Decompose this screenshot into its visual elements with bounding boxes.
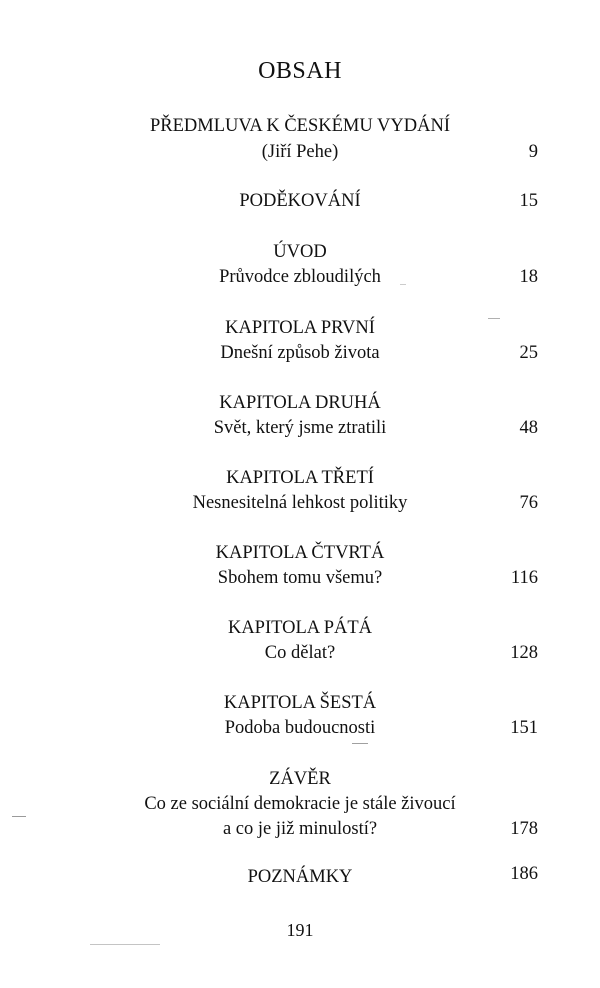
toc-page-foreword: 9 [528,142,538,162]
scan-speck [488,318,500,319]
toc-page-chapter-6: 151 [510,718,538,738]
scan-speck [90,944,160,945]
toc-heading-acknowledgements: PODĚKOVÁNÍ [239,191,361,211]
toc-subtitle-chapter-4: Sbohem tomu všemu? [217,568,383,588]
toc-heading-chapter-6: KAPITOLA ŠESTÁ [223,693,377,713]
toc-page-chapter-3: 76 [519,493,538,513]
toc-heading-chapter-5: KAPITOLA PÁTÁ [227,618,373,638]
toc-subtitle-chapter-5: Co dělat? [264,643,336,663]
toc-heading-introduction: ÚVOD [273,242,327,262]
toc-subtitle-chapter-2: Svět, který jsme ztratili [213,418,387,438]
scan-speck [12,816,26,817]
toc-subtitle-conclusion-2: a co je již minulostí? [222,819,378,839]
scan-speck [400,284,406,285]
toc-title: OBSAH [258,58,342,84]
toc-page-chapter-5: 128 [510,643,538,663]
toc-subtitle-foreword: (Jiří Pehe) [261,142,339,162]
scan-speck [352,743,368,744]
toc-heading-notes: POZNÁMKY [247,867,353,887]
toc-page-notes: 186 [510,864,538,884]
toc-heading-chapter-1: KAPITOLA PRVNÍ [225,318,375,338]
toc-subtitle-chapter-1: Dnešní způsob života [220,343,380,363]
page-number: 191 [286,920,314,940]
toc-heading-chapter-3: KAPITOLA TŘETÍ [226,468,374,488]
toc-subtitle-conclusion: Co ze sociální demokracie je stále živoucí [144,794,456,814]
toc-page-conclusion: 178 [510,819,538,839]
toc-subtitle-chapter-6: Podoba budoucnosti [224,718,376,738]
toc-page-chapter-2: 48 [519,418,538,438]
toc-subtitle-introduction: Průvodce zbloudilých [219,267,381,287]
toc-heading-chapter-4: KAPITOLA ČTVRTÁ [215,543,385,563]
toc-subtitle-chapter-3: Nesnesitelná lehkost politiky [192,493,408,513]
toc-page-introduction: 18 [519,267,538,287]
toc-page-chapter-1: 25 [519,343,538,363]
toc-page-acknowledgements: 15 [519,191,538,211]
toc-page-chapter-4: 116 [510,568,538,588]
toc-heading-conclusion: ZÁVĚR [269,769,331,789]
toc-heading-chapter-2: KAPITOLA DRUHÁ [219,393,381,413]
toc-heading-foreword: PŘEDMLUVA K ČESKÉMU VYDÁNÍ [150,116,450,136]
